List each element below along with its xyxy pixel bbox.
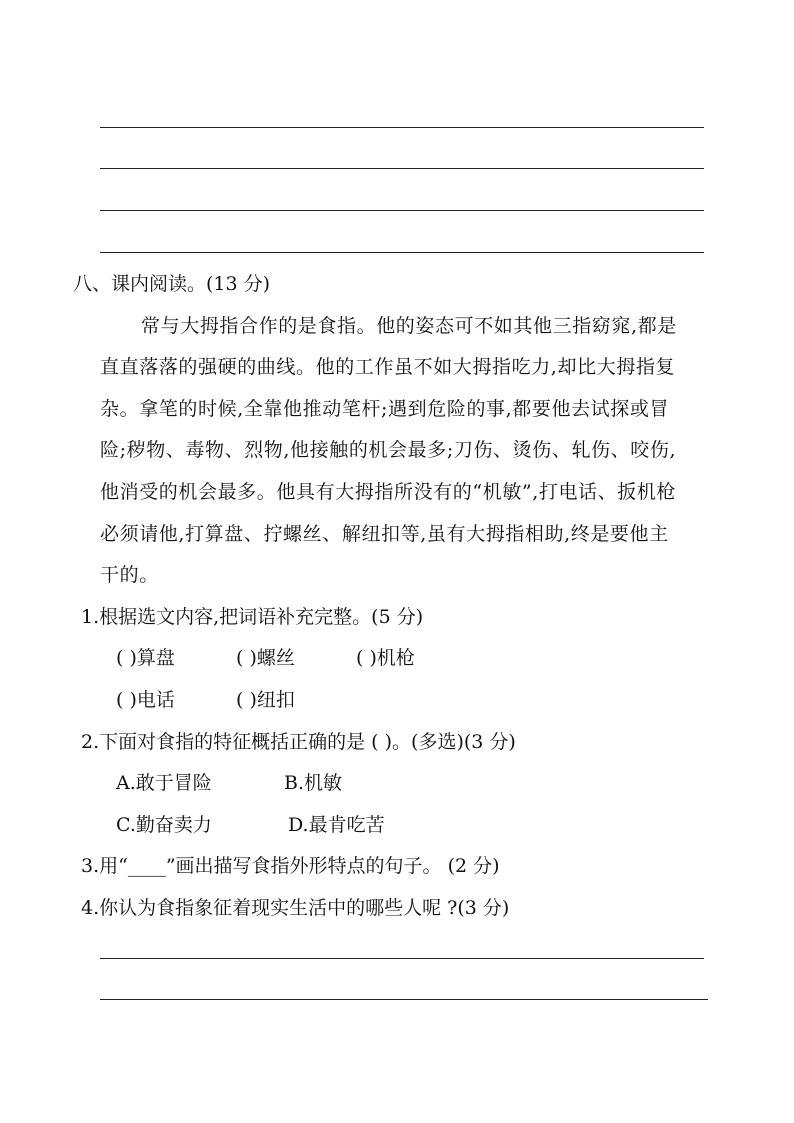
passage-line-7: 干的。 — [100, 564, 159, 586]
passage-line-2: 直直落落的强硬的曲线。他的工作虽不如大拇指吃力,却比大拇指复 — [100, 356, 676, 378]
q2-option-b[interactable]: B.机敏 — [284, 772, 343, 794]
q1-blank-suanpan[interactable]: ( )算盘 — [116, 647, 175, 669]
passage-line-3: 杂。拿笔的时候,全靠他推动笔杆;遇到危险的事,都要他去试探或冒 — [100, 398, 670, 420]
q2-option-a[interactable]: A.敢于冒险 — [116, 772, 212, 794]
q1-blank-luosi[interactable]: ( )螺丝 — [236, 647, 295, 669]
question-4: 4.你认为食指象征着现实生活中的哪些人呢 ?(3 分) — [81, 897, 510, 919]
answer-line-top-3[interactable] — [100, 210, 704, 211]
passage-line-5: 他消受的机会最多。他具有大拇指所没有的“机敏”,打电话、扳机枪 — [100, 481, 677, 503]
answer-line-bottom-1[interactable] — [100, 958, 704, 959]
question-1: 1.根据选文内容,把词语补充完整。(5 分) — [81, 606, 424, 628]
passage-line-6: 必须请他,打算盘、拧螺丝、解纽扣等,虽有大拇指相助,终是要他主 — [100, 523, 669, 545]
q1-blank-dianhua[interactable]: ( )电话 — [116, 689, 175, 711]
q1-blank-niukou[interactable]: ( )纽扣 — [236, 689, 295, 711]
answer-line-bottom-2[interactable] — [100, 999, 708, 1000]
q2-option-c[interactable]: C.勤奋卖力 — [116, 814, 212, 836]
passage-line-4: 险;秽物、毒物、烈物,他接触的机会最多;刀伤、烫伤、轧伤、咬伤, — [100, 439, 677, 461]
q1-blank-jiqiang[interactable]: ( )机枪 — [356, 647, 415, 669]
answer-line-top-2[interactable] — [100, 168, 704, 169]
q2-option-d[interactable]: D.最肯吃苦 — [288, 814, 385, 836]
section-title: 八、课内阅读。(13 分) — [73, 273, 271, 295]
answer-line-top-4[interactable] — [100, 252, 704, 253]
question-2: 2.下面对食指的特征概括正确的是 ( )。(多选)(3 分) — [81, 731, 516, 753]
question-3: 3.用“____”画出描写食指外形特点的句子。 (2 分) — [81, 855, 500, 877]
passage-line-1: 常与大拇指合作的是食指。他的姿态可不如其他三指窈窕,都是 — [141, 315, 677, 337]
answer-line-top-1[interactable] — [100, 127, 704, 128]
